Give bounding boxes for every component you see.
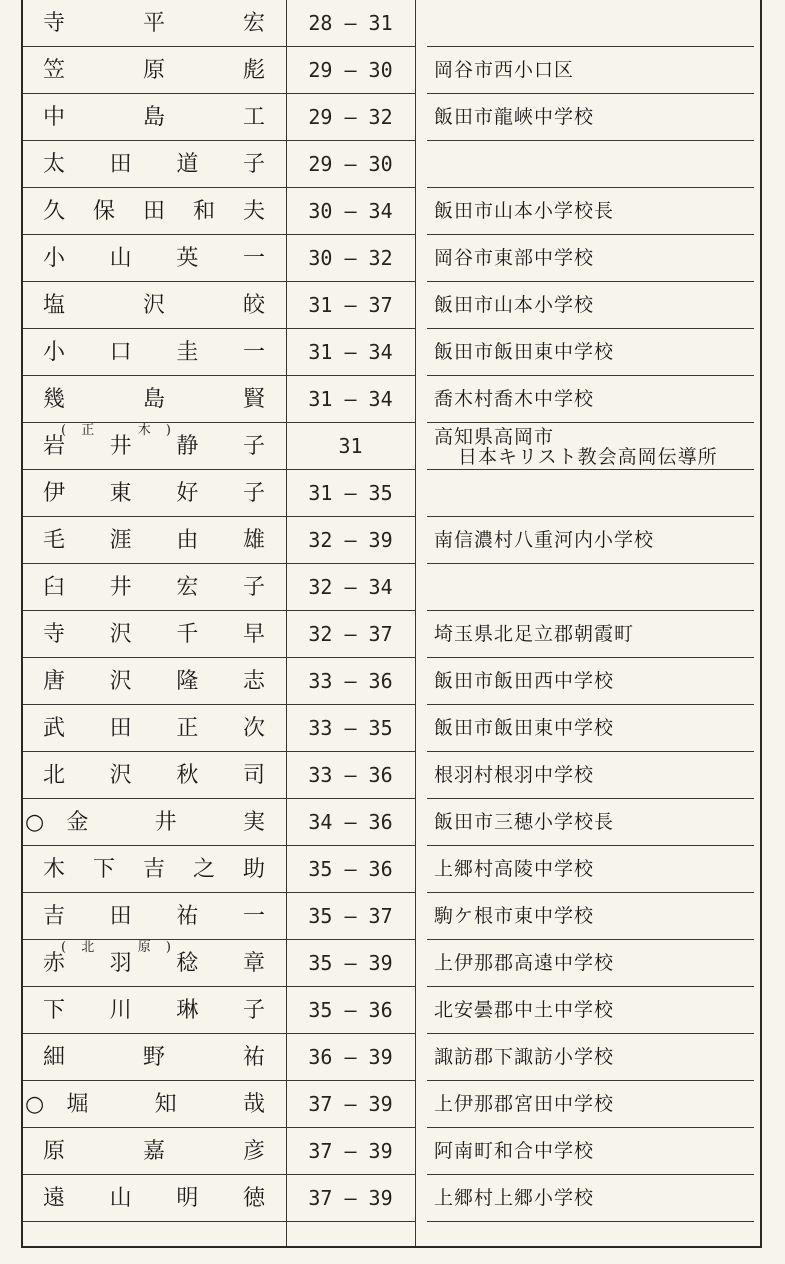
membership-years: 35 — 37 xyxy=(308,904,393,928)
membership-years: 30 — 32 xyxy=(308,246,393,270)
current-affiliation: 南信濃村八重河内小学校 xyxy=(434,529,655,551)
member-name: 岩 井 静 子 xyxy=(43,434,265,459)
current-affiliation: 岡谷市東部中学校 xyxy=(434,247,595,269)
member-name: 遠 山 明 徳 xyxy=(43,1186,265,1211)
member-name: 赤 羽 稔 章 xyxy=(43,951,265,976)
current-affiliation: 飯田市飯田東中学校 xyxy=(434,717,615,739)
membership-years: 33 — 35 xyxy=(308,716,393,740)
current-affiliation: 飯田市飯田西中学校 xyxy=(434,670,615,692)
member-name: 唐 沢 隆 志 xyxy=(43,669,265,694)
membership-years: 34 — 36 xyxy=(308,810,393,834)
current-affiliation: 北安曇郡中土中学校 xyxy=(434,999,615,1021)
current-affiliation: 上郷村上郷小学校 xyxy=(434,1187,595,1209)
membership-years: 30 — 34 xyxy=(308,199,393,223)
membership-years: 36 — 39 xyxy=(308,1045,393,1069)
current-affiliation: 喬木村喬木中学校 xyxy=(434,388,595,410)
current-affiliation xyxy=(434,470,754,517)
membership-years: 32 — 34 xyxy=(308,575,393,599)
membership-years: 33 — 36 xyxy=(308,669,393,693)
member-name: 中 島 工 xyxy=(43,105,265,130)
current-affiliation: 根羽村根羽中学校 xyxy=(434,764,595,786)
membership-years: 37 — 39 xyxy=(308,1186,393,1210)
membership-years: 32 — 37 xyxy=(308,622,393,646)
table-row xyxy=(23,94,760,141)
table-row xyxy=(23,47,760,94)
current-affiliation xyxy=(434,141,754,188)
current-affiliation: 上郷村高陵中学校 xyxy=(434,858,595,880)
current-affiliation: 飯田市山本小学校長 xyxy=(434,200,615,222)
membership-years: 31 — 35 xyxy=(308,481,393,505)
membership-years: 33 — 36 xyxy=(308,763,393,787)
current-affiliation: 阿南町和合中学校 xyxy=(434,1140,595,1162)
membership-years: 31 xyxy=(338,434,363,458)
member-name: 北 沢 秋 司 xyxy=(43,763,265,788)
membership-years: 31 — 34 xyxy=(308,340,393,364)
membership-years: 31 — 34 xyxy=(308,387,393,411)
member-name: 寺 平 宏 xyxy=(43,11,265,36)
membership-years: 32 — 39 xyxy=(308,528,393,552)
table-row xyxy=(23,141,760,188)
table-row xyxy=(23,235,760,282)
member-name: 原 嘉 彦 xyxy=(43,1139,265,1164)
table-row xyxy=(23,705,760,752)
current-affiliation: 飯田市飯田東中学校 xyxy=(434,341,615,363)
member-name: ○金 井 実 xyxy=(25,810,265,835)
membership-years: 31 — 37 xyxy=(308,293,393,317)
member-name: 久保田和夫 xyxy=(43,199,265,224)
affiliation-line: 高知県高岡市 xyxy=(434,426,555,448)
table-row xyxy=(23,564,760,611)
table-row xyxy=(23,611,760,658)
membership-years: 29 — 30 xyxy=(308,152,393,176)
table-row xyxy=(23,1175,760,1222)
former-name-annotation: (北 原) xyxy=(61,940,171,955)
current-affiliation: 飯田市龍峽中学校 xyxy=(434,106,595,128)
membership-years: 35 — 36 xyxy=(308,998,393,1022)
member-name: 臼 井 宏 子 xyxy=(43,575,265,600)
current-affiliation: 諏訪郡下諏訪小学校 xyxy=(434,1046,615,1068)
table-row xyxy=(23,517,760,564)
table-row xyxy=(23,329,760,376)
table-row xyxy=(23,987,760,1034)
member-name: 塩 沢 皎 xyxy=(43,293,265,318)
current-affiliation: 上伊那郡宮田中学校 xyxy=(434,1093,615,1115)
member-name: 寺 沢 千 早 xyxy=(43,622,265,647)
member-name: 伊 東 好 子 xyxy=(43,481,265,506)
current-affiliation: 埼玉県北足立郡朝霞町 xyxy=(434,623,635,645)
membership-years: 29 — 32 xyxy=(308,105,393,129)
current-affiliation: 駒ケ根市東中学校 xyxy=(434,905,595,927)
former-name-annotation: (正 木) xyxy=(61,423,171,438)
table-row xyxy=(23,1128,760,1175)
current-affiliation xyxy=(434,564,754,611)
table-row xyxy=(23,423,760,470)
table-row xyxy=(23,188,760,235)
table-row xyxy=(23,893,760,940)
member-name: ○堀 知 哉 xyxy=(25,1092,265,1117)
current-affiliation: 上伊那郡高遠中学校 xyxy=(434,952,615,974)
roster-table xyxy=(21,0,762,1248)
table-row xyxy=(23,658,760,705)
member-name: 細 野 祐 xyxy=(43,1045,265,1070)
membership-years: 28 — 31 xyxy=(308,11,393,35)
member-name: 武 田 正 次 xyxy=(43,716,265,741)
membership-years: 37 — 39 xyxy=(308,1139,393,1163)
member-name: 幾 島 賢 xyxy=(43,387,265,412)
membership-years: 35 — 36 xyxy=(308,857,393,881)
table-row xyxy=(23,752,760,799)
membership-years: 29 — 30 xyxy=(308,58,393,82)
table-row xyxy=(23,0,760,47)
membership-years: 35 — 39 xyxy=(308,951,393,975)
current-affiliation: 飯田市山本小学校 xyxy=(434,294,595,316)
member-name: 下 川 琳 子 xyxy=(43,998,265,1023)
table-row xyxy=(23,1034,760,1081)
table-row xyxy=(23,282,760,329)
member-name: 笠 原 彪 xyxy=(43,58,265,83)
member-name: 小 山 英 一 xyxy=(43,246,265,271)
current-affiliation xyxy=(434,423,754,474)
current-affiliation: 岡谷市西小口区 xyxy=(434,59,575,81)
table-row xyxy=(23,940,760,987)
member-name: 小 口 圭 一 xyxy=(43,340,265,365)
table-row xyxy=(23,846,760,893)
member-name: 太田道子 xyxy=(43,152,265,177)
current-affiliation: 飯田市三穂小学校長 xyxy=(434,811,615,833)
table-row xyxy=(23,799,760,846)
member-name: 吉 田 祐 一 xyxy=(43,904,265,929)
membership-years: 37 — 39 xyxy=(308,1092,393,1116)
current-affiliation xyxy=(434,0,754,47)
table-row xyxy=(23,376,760,423)
table-row xyxy=(23,470,760,517)
member-name: 毛 涯 由 雄 xyxy=(43,528,265,553)
affiliation-line: 日本キリスト教会高岡伝導所 xyxy=(458,446,718,468)
table-row xyxy=(23,1081,760,1128)
member-name: 木下吉之助 xyxy=(43,857,265,882)
